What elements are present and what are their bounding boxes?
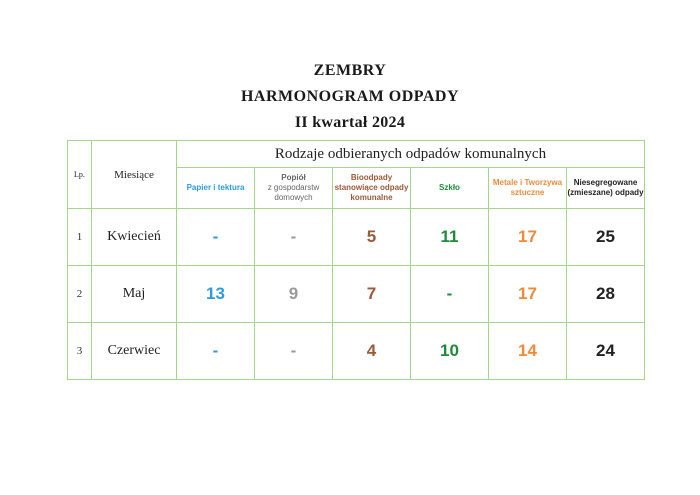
- cell-metal: 17: [489, 209, 567, 266]
- cell-bio: 4: [333, 323, 411, 380]
- table-row: [68, 266, 645, 323]
- cell-glass: -: [411, 266, 489, 323]
- cell-ash: -: [255, 209, 333, 266]
- cell-paper: 13: [177, 266, 255, 323]
- category-bio-header: Bioodpady stanowiące odpady komunalne: [333, 168, 411, 209]
- cell-mixed: 25: [567, 209, 645, 266]
- category-ash-label-bold: Popiół: [281, 173, 306, 182]
- cell-ash: 9: [255, 266, 333, 323]
- cell-mixed: 24: [567, 323, 645, 380]
- row-month: Kwiecień: [92, 209, 177, 266]
- schedule-table: [67, 140, 645, 380]
- lp-header: Lp.: [68, 141, 92, 209]
- cell-mixed: 28: [567, 266, 645, 323]
- category-ash-label-rest: z gospodarstw domowych: [267, 183, 320, 202]
- cell-glass: 11: [411, 209, 489, 266]
- row-month: Maj: [92, 266, 177, 323]
- row-month: Czerwiec: [92, 323, 177, 380]
- row-number: 1: [68, 209, 92, 266]
- cell-paper: -: [177, 323, 255, 380]
- month-header: Miesiące: [92, 141, 177, 209]
- category-glass-header: Szkło: [411, 168, 489, 209]
- category-metal-header: Metale i Tworzywa sztuczne: [489, 168, 567, 209]
- title-quarter: II kwartał 2024: [294, 114, 406, 131]
- category-paper-header: Papier i tektura: [177, 168, 255, 209]
- row-number: 3: [68, 323, 92, 380]
- cell-bio: 5: [333, 209, 411, 266]
- waste-types-header: Rodzaje odbieranych odpadów komunalnych: [177, 141, 645, 168]
- category-ash-header: [255, 168, 333, 209]
- cell-paper: -: [177, 209, 255, 266]
- row-number: 2: [68, 266, 92, 323]
- title-schedule: HARMONOGRAM ODPADY: [240, 88, 459, 105]
- header-row-group: [68, 141, 645, 168]
- category-mixed-header: Niesegregowane (zmieszane) odpady: [567, 168, 645, 209]
- cell-ash: -: [255, 323, 333, 380]
- cell-metal: 14: [489, 323, 567, 380]
- cell-bio: 7: [333, 266, 411, 323]
- table-row: [68, 323, 645, 380]
- cell-metal: 17: [489, 266, 567, 323]
- table-row: [68, 209, 645, 266]
- title-town: ZEMBRY: [313, 62, 387, 79]
- cell-glass: 10: [411, 323, 489, 380]
